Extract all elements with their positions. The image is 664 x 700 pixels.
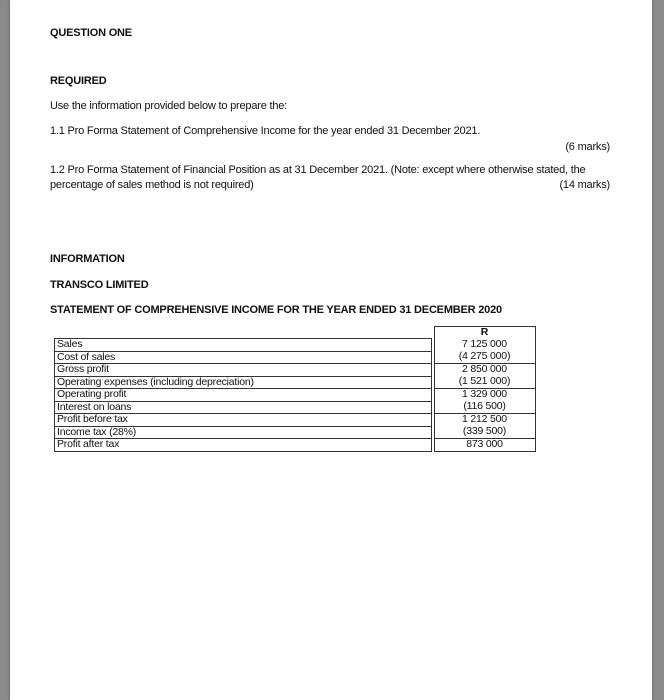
table-row xyxy=(55,364,536,377)
document-page xyxy=(10,0,652,700)
row-label: Gross profit xyxy=(55,364,432,377)
table-row xyxy=(55,351,536,364)
required-item-2-line-1: 1.2 Pro Forma Statement of Financial Position as at 31 December 2021. (Note: except where otherwise stated, the xyxy=(50,164,586,176)
row-label: Income tax (28%) xyxy=(55,426,432,439)
table-row xyxy=(55,401,536,414)
table-row xyxy=(55,426,536,439)
table-row xyxy=(55,389,536,402)
row-label: Profit after tax xyxy=(55,439,432,452)
company-name: TRANSCO LIMITED xyxy=(50,279,149,291)
table-row xyxy=(55,439,536,452)
row-value: (116 500) xyxy=(434,401,535,414)
table-header-row xyxy=(55,327,536,339)
information-heading: INFORMATION xyxy=(50,253,125,265)
row-value: (4 275 000) xyxy=(434,351,535,364)
row-value: 2 850 000 xyxy=(434,364,535,377)
row-label: Profit before tax xyxy=(55,414,432,427)
row-value: 1 329 000 xyxy=(434,389,535,402)
table-row xyxy=(55,339,536,352)
required-item-2-line-2: percentage of sales method is not required) xyxy=(50,179,254,191)
table-row xyxy=(55,414,536,427)
required-heading: REQUIRED xyxy=(50,75,107,87)
row-label: Operating expenses (including depreciation) xyxy=(55,376,432,389)
row-label: Cost of sales xyxy=(55,351,432,364)
required-item-2-marks: (14 marks) xyxy=(559,179,610,191)
row-value: (1 521 000) xyxy=(434,376,535,389)
row-label: Interest on loans xyxy=(55,401,432,414)
row-value: 7 125 000 xyxy=(434,339,535,352)
row-value: 1 212 500 xyxy=(434,414,535,427)
row-label: Operating profit xyxy=(55,389,432,402)
required-intro: Use the information provided below to prepare the: xyxy=(50,100,288,112)
currency-header: R xyxy=(434,327,535,339)
table-row xyxy=(55,376,536,389)
question-heading: QUESTION ONE xyxy=(50,27,132,39)
required-item-1: 1.1 Pro Forma Statement of Comprehensive Income for the year ended 31 December 2021. xyxy=(50,125,481,137)
income-statement-table xyxy=(54,326,536,452)
statement-title: STATEMENT OF COMPREHENSIVE INCOME FOR THE YEAR ENDED 31 DECEMBER 2020 xyxy=(50,304,502,316)
required-item-1-marks: (6 marks) xyxy=(565,141,610,153)
row-value: (339 500) xyxy=(434,426,535,439)
row-value: 873 000 xyxy=(434,439,535,452)
row-label: Sales xyxy=(55,339,432,352)
